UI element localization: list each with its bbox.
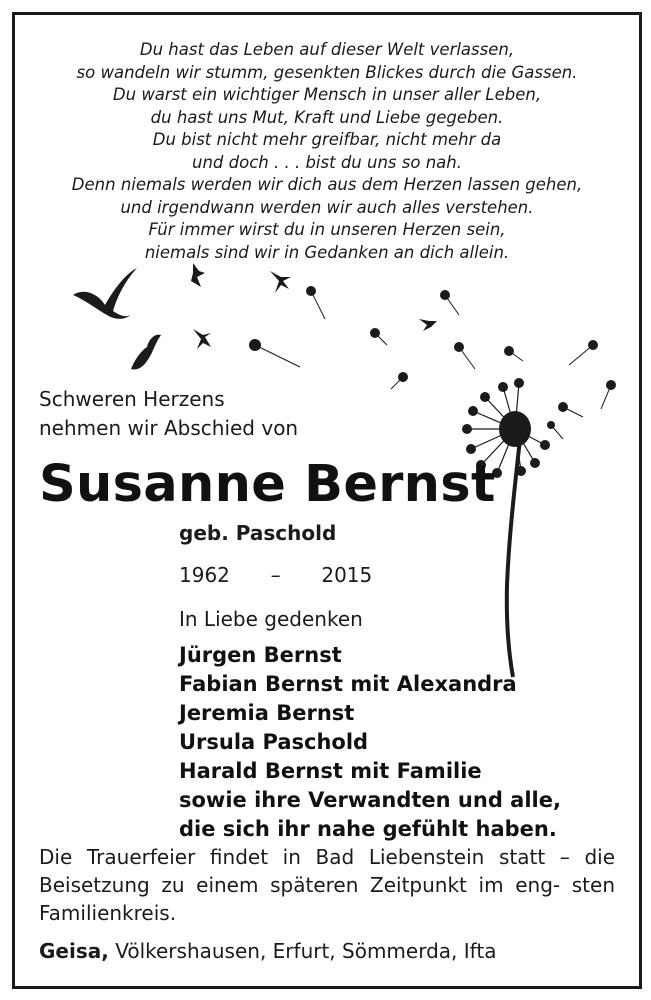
- bird-icon: [191, 263, 205, 287]
- place-rest: Völkershausen, Erfurt, Sömmerda, Ifta: [115, 939, 497, 963]
- mourner-name: Jeremia Bernst: [179, 701, 355, 725]
- poem-line: Für immer wirst du in unseren Herzen sein,: [148, 220, 506, 239]
- place-first: Geisa,: [39, 939, 109, 963]
- life-years: [179, 563, 372, 587]
- dandelion-seed-icon: [370, 328, 387, 345]
- dandelion-seed-icon: [601, 380, 616, 409]
- intro-line: nehmen wir Abschied von: [39, 416, 299, 440]
- poem-line: Du warst ein wichtiger Mensch in unser aller Leben,: [112, 85, 542, 104]
- mourner-name: die sich ihr nahe gefühlt haben.: [179, 817, 557, 841]
- bird-icon: [131, 335, 161, 370]
- places-line: [39, 939, 496, 963]
- year-dash: –: [270, 563, 281, 587]
- poem-line: Du hast das Leben auf dieser Welt verlassen,: [139, 40, 515, 59]
- poem-line: Denn niemals werden wir dich aus dem Herzen lassen gehen,: [71, 175, 583, 194]
- dandelion-seed-icon: [391, 372, 408, 389]
- poem-line: Du bist nicht mehr greifbar, nicht mehr da: [152, 130, 502, 149]
- poem-line: so wandeln wir stumm, gesenkten Blickes durch die Gassen.: [76, 62, 578, 82]
- dandelion-seed-icon: [249, 339, 300, 367]
- dandelion-seed-icon: [558, 402, 583, 417]
- poem-line: und doch . . . bist du uns so nah.: [192, 152, 462, 172]
- dandelion-seed-icon: [306, 286, 325, 319]
- poem-line: und irgendwann werden wir auch alles verstehen.: [120, 197, 534, 217]
- funeral-info: Die Trauerfeier findet in Bad Liebenstein statt – die Beisetzung zu einem späteren Zeitpunkt im eng- sten Familienkreis.: [39, 845, 615, 925]
- bird-icon: [73, 268, 137, 319]
- dandelion-seed-icon: [569, 340, 598, 365]
- bird-icon: [419, 319, 437, 331]
- dandelion-seed-icon: [440, 290, 459, 315]
- dandelion-seed-icon: [454, 342, 475, 369]
- mourner-name: Ursula Paschold: [179, 730, 369, 754]
- intro-text: [39, 385, 298, 443]
- birth-name: geb. Paschold: [179, 521, 337, 545]
- obituary-frame: [12, 12, 642, 989]
- dandelion-seed-icon: [504, 346, 523, 361]
- mourner-name: Harald Bernst mit Familie: [179, 759, 482, 783]
- poem-line: du hast uns Mut, Kraft und Liebe gegeben.: [150, 107, 504, 127]
- mourning-heading: In Liebe gedenken: [179, 607, 363, 631]
- poem-line: niemals sind wir in Gedanken an dich allein.: [144, 242, 510, 262]
- mourner-name: Fabian Bernst mit Alexandra: [179, 672, 517, 696]
- birth-year: 1962: [179, 563, 230, 587]
- mourner-name: sowie ihre Verwandten und alle,: [179, 788, 561, 812]
- deceased-name: Susanne Bernst: [39, 455, 496, 514]
- mourner-name: Jürgen Bernst: [179, 643, 342, 667]
- bird-icon: [270, 271, 291, 293]
- bird-icon: [193, 329, 211, 349]
- death-year: 2015: [321, 563, 373, 587]
- dandelion-icon: [462, 378, 550, 677]
- mourners-list: [179, 641, 561, 844]
- intro-line: Schweren Herzens: [39, 387, 225, 411]
- dandelion-seed-icon: [547, 421, 563, 439]
